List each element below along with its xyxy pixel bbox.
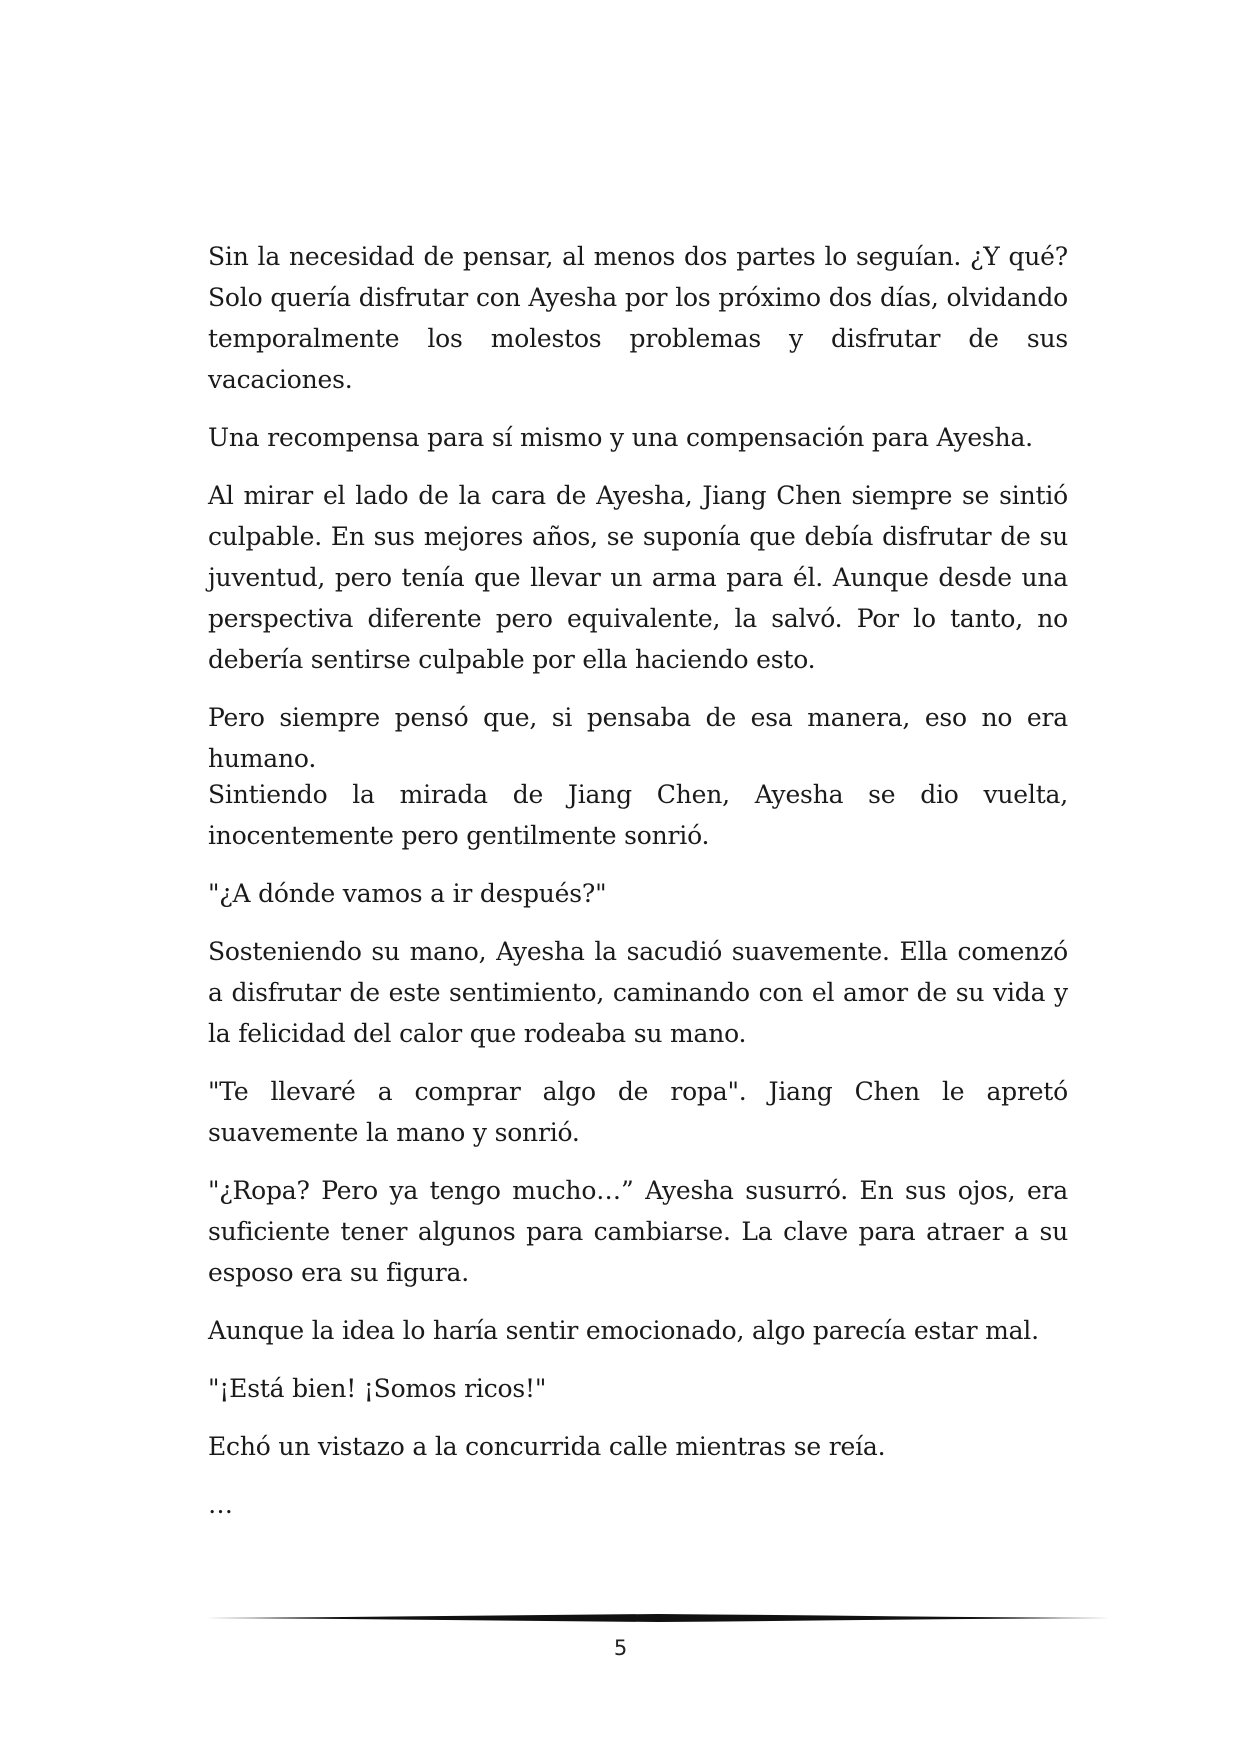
paragraph: Al mirar el lado de la cara de Ayesha, Jiang Chen siempre se sintió culpable. En sus mejores años, se suponía que debía disfrutar de su juventud, pero tenía que llevar un arma para él. Aunque desde una perspectiva diferente pero equivalente, la salvó. Por lo tanto, no debería sentirse culpable por ella haciendo esto.: [208, 481, 1068, 674]
paragraph: Una recompensa para sí mismo y una compensación para Ayesha.: [208, 423, 1033, 452]
paragraph: "Te llevaré a comprar algo de ropa". Jiang Chen le apretó suavemente la mano y sonrió.: [208, 1077, 1068, 1147]
paragraph: Sosteniendo su mano, Ayesha la sacudió suavemente. Ella comenzó a disfrutar de este sentimiento, caminando con el amor de su vida y la felicidad del calor que rodeaba su mano.: [208, 937, 1068, 1048]
text-section-2: [208, 774, 1068, 1542]
footer-divider: [206, 1612, 1110, 1624]
paragraph: Sintiendo la mirada de Jiang Chen, Ayesha se dio vuelta, inocentemente pero gentilmente sonrió.: [208, 780, 1068, 850]
paragraph: …: [208, 1490, 233, 1519]
paragraph: Echó un vistazo a la concurrida calle mientras se reía.: [208, 1432, 886, 1461]
paragraph: "¿Ropa? Pero ya tengo mucho…” Ayesha susurró. En sus ojos, era suficiente tener algunos para cambiarse. La clave para atraer a su esposo era su figura.: [208, 1176, 1068, 1287]
paragraph: Sin la necesidad de pensar, al menos dos partes lo seguían. ¿Y qué? Solo quería disfrutar con Ayesha por los próximo dos días, olvidando temporalmente los molestos problemas y disfrutar de sus vacaciones.: [208, 242, 1068, 394]
text-section-1: [208, 236, 1068, 796]
paragraph: "¡Está bien! ¡Somos ricos!": [208, 1374, 547, 1403]
page-number: 5: [613, 1636, 628, 1660]
paragraph: Aunque la idea lo haría sentir emocionado, algo parecía estar mal.: [208, 1316, 1039, 1345]
paragraph: "¿A dónde vamos a ir después?": [208, 879, 607, 908]
paragraph: Pero siempre pensó que, si pensaba de esa manera, eso no era humano.: [208, 703, 1068, 773]
